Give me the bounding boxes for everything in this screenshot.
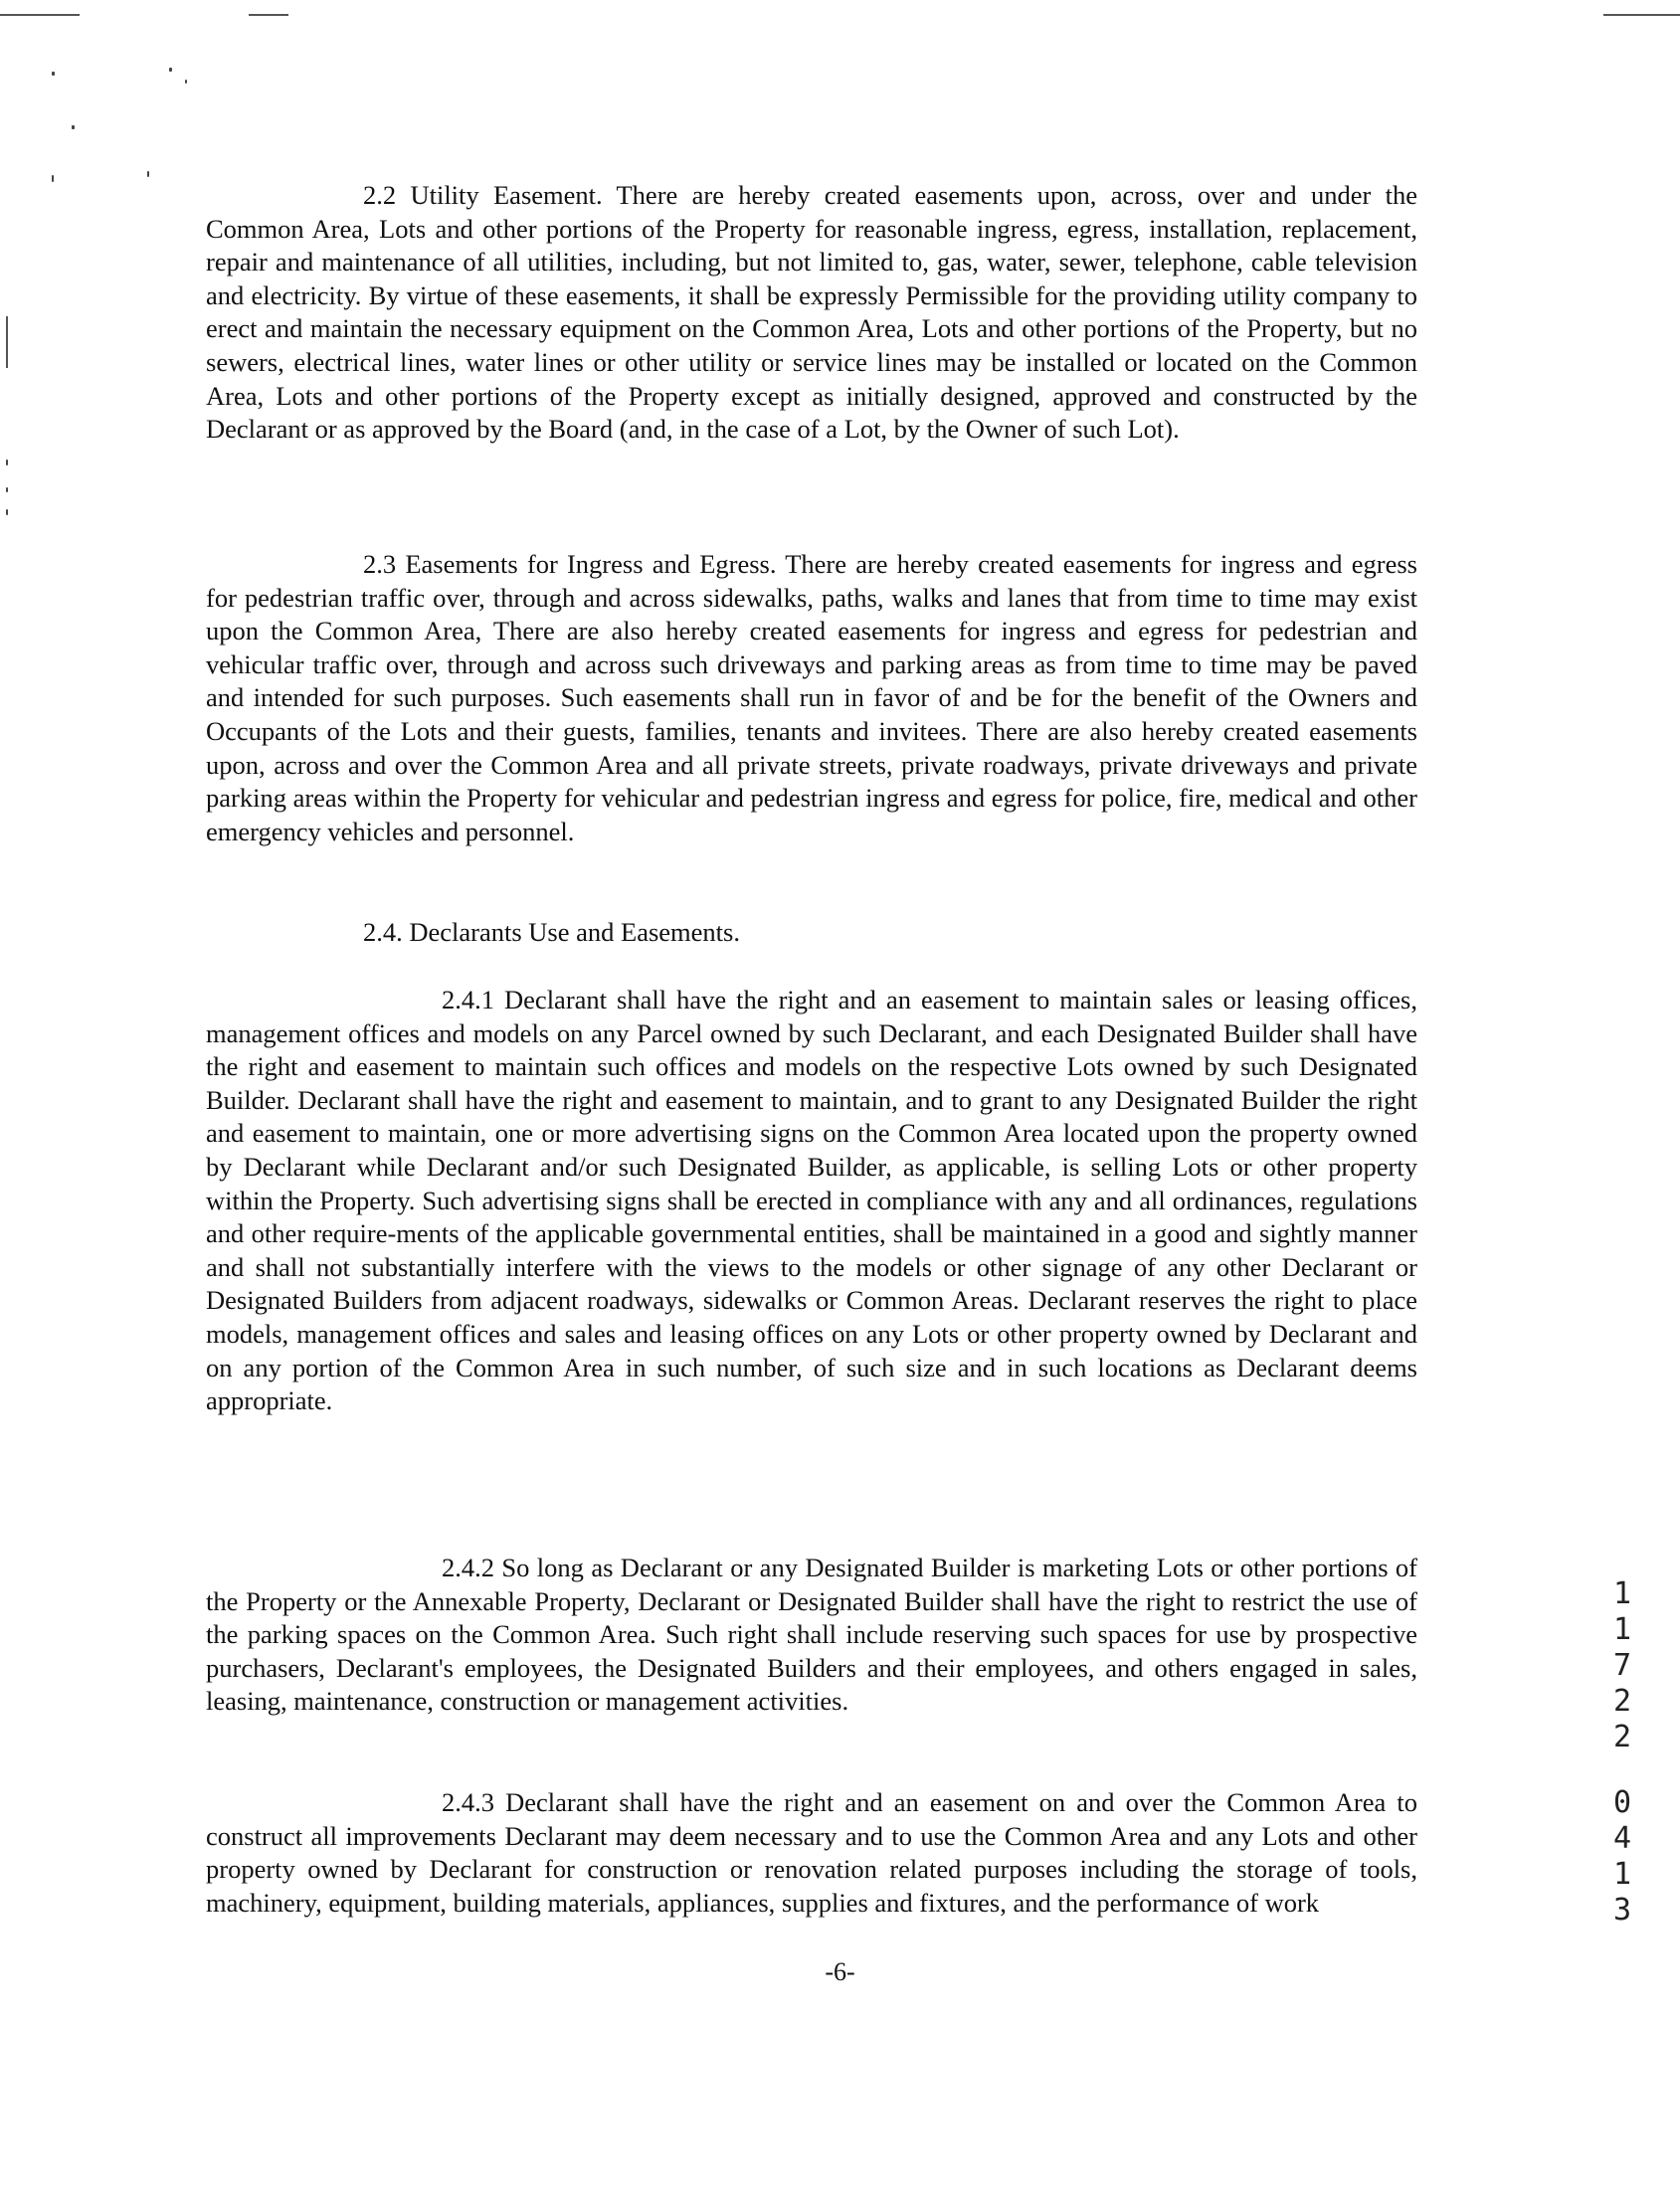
scan-artifact-left-bar <box>6 316 8 368</box>
stamp-digit: 0 <box>1612 1785 1632 1820</box>
margin-stamp-bottom <box>1607 1785 1637 1929</box>
scan-artifact-top-left <box>0 14 80 16</box>
paragraph-construction-easement: 2.4.3 Declarant shall have the right and an easement on and over the Common Area to construct all improvements Declarant may deem necessary and to use the Common Area and any Lots and other property owned by Declarant for construction or renovation related purposes including the storage of tools, machinery, equipment, building materials, appliances, supplies and fixtures, and the performance of work <box>206 1787 1417 1918</box>
scan-speck <box>52 72 55 76</box>
scan-speck <box>52 175 54 182</box>
section-2-4-heading: 2.4. Declarants Use and Easements. <box>363 917 740 947</box>
paragraph-parking-spaces: 2.4.2 So long as Declarant or any Designated Builder is marketing Lots or other portions of the Property or the Annexable Property, Declarant or Designated Builder shall have the right to restrict the use of the parking spaces on the Common Area. Such right shall include reserving such spaces for use by prospective purchasers, Declarant's employees, the Designated Builders and their employees, and others engaged in sales, leasing, maintenance, construction or management activities. <box>206 1553 1417 1717</box>
section-2-4-3 <box>206 1786 1417 1920</box>
stamp-digit: 4 <box>1612 1821 1632 1856</box>
scan-speck <box>185 80 187 84</box>
stamp-digit: 7 <box>1612 1648 1632 1683</box>
scan-speck <box>169 68 172 72</box>
stamp-digit: 3 <box>1612 1893 1632 1928</box>
scan-speck <box>6 460 8 465</box>
scan-speck <box>147 171 149 177</box>
stamp-digit: 1 <box>1612 1857 1632 1892</box>
paragraph-ingress-egress: 2.3 Easements for Ingress and Egress. There are hereby created easements for ingress and egress for pedestrian traffic over, through and across sidewalks, paths, walks and lanes that from time to time may exist upon the Common Area, There are also hereby created easements for ingress and egress for pedestrian and vehicular traffic over, through and across such driveways and parking areas as from time to time may be paved and intended for such purposes. Such easements shall run in favor of and be for the benefit of the Owners and Occupants of the Lots and their guests, families, tenants and invitees. There are also hereby created easements upon, across and over the Common Area and all private streets, private roadways, private driveways and private parking areas within the Property for vehicular and pedestrian ingress and egress for police, fire, medical and other emergency vehicles and personnel. <box>206 549 1417 846</box>
scan-speck <box>6 487 8 492</box>
stamp-digit: 2 <box>1612 1720 1632 1754</box>
stamp-digit: 1 <box>1612 1612 1632 1647</box>
paragraph-utility-easement: 2.2 Utility Easement. There are hereby created easements upon, across, over and under the Common Area, Lots and other portions of the Property for reasonable ingress, egress, installation, replacement, repair and maintenance of all utilities, including, but not limited to, gas, water, sewer, telephone, cable television and electricity. By virtue of these easements, it shall be expressly Permissible for the providing utility company to erect and maintain the necessary equipment on the Common Area, Lots and other portions of the Property, but no sewers, electrical lines, water lines or other utility or service lines may be installed or located on the Common Area, Lots and other portions of the Property except as initially designed, approved and constructed by the Declarant or as approved by the Board (and, in the case of a Lot, by the Owner of such Lot). <box>206 180 1417 445</box>
scan-speck <box>6 509 8 515</box>
page-number: -6- <box>825 1957 855 1986</box>
section-2-4-2 <box>206 1552 1417 1719</box>
scan-artifact-top-mid <box>249 14 288 16</box>
section-2-2 <box>206 179 1417 447</box>
margin-stamp-top <box>1607 1576 1637 1755</box>
section-2-3 <box>206 548 1417 848</box>
stamp-digit: 1 <box>1612 1576 1632 1611</box>
scan-speck <box>72 125 75 129</box>
scan-artifact-top-right <box>1603 14 1680 16</box>
paragraph-declarant-offices: 2.4.1 Declarant shall have the right and an easement to maintain sales or leasing offices, management offices and models on any Parcel owned by such Declarant, and each Designated Builder shall have the right and easement to maintain such offices and models on the respective Lots owned by such Designated Builder. Declarant shall have the right and easement to maintain, and to grant to any Designated Builder the right and easement to maintain, one or more advertising signs on the Common Area located upon the property owned by Declarant while Declarant and/or such Designated Builder, as applicable, is selling Lots or other property within the Property. Such advertising signs shall be erected in compliance with any and all ordinances, regulations and other require-ments of the applicable governmental entities, shall be maintained in a good and sightly manner and shall not substantially interfere with the views to the models or other signage of any other Declarant or Designated Builders from adjacent roadways, sidewalks or Common Areas. Declarant reserves the right to place models, management offices and sales and leasing offices on any Lots or other property owned by Declarant and on any portion of the Common Area in such number, of such size and in such locations as Declarant deems appropriate. <box>206 985 1417 1416</box>
section-2-4-1 <box>206 984 1417 1418</box>
stamp-digit: 2 <box>1612 1684 1632 1719</box>
